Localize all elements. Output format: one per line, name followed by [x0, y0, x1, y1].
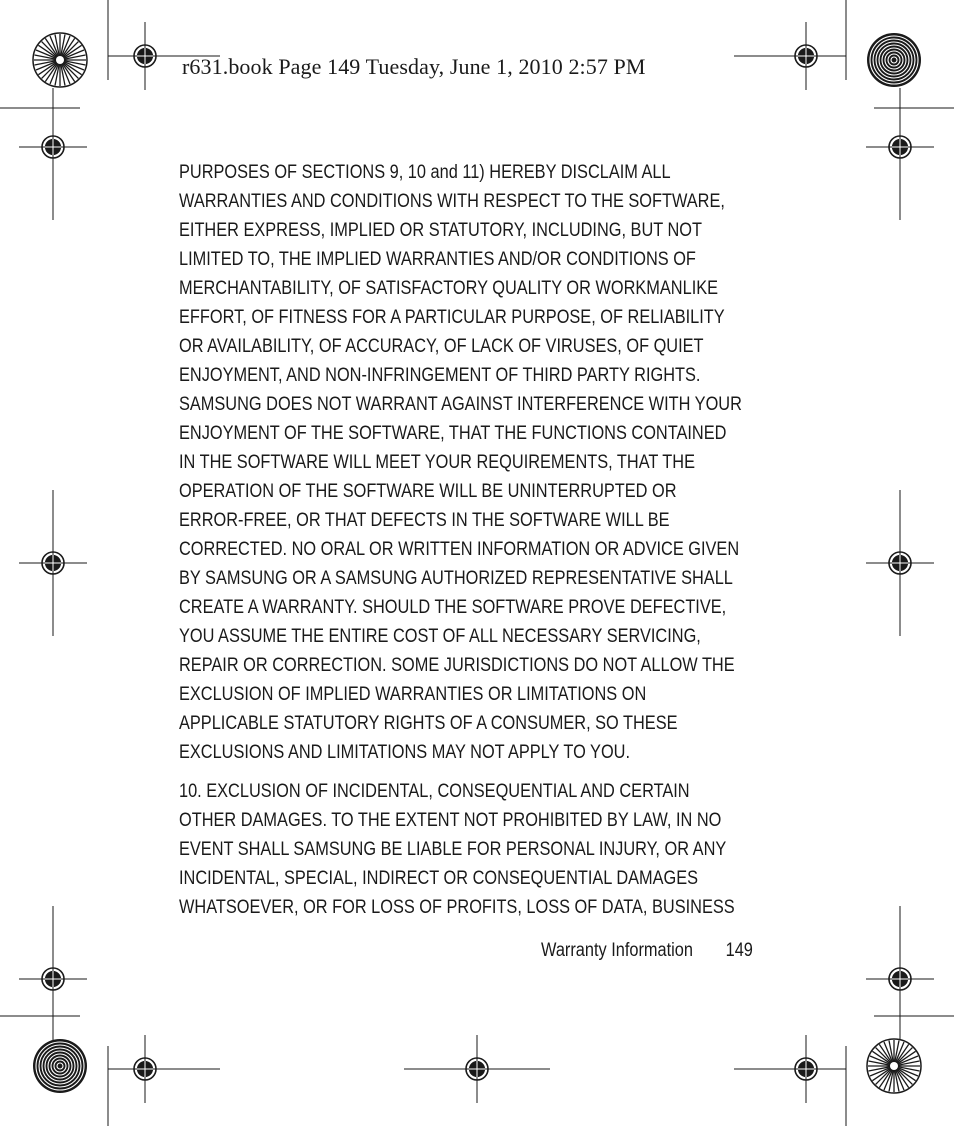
star-target-bottom-right	[867, 1039, 921, 1093]
text-line: SAMSUNG DOES NOT WARRANT AGAINST INTERFERENCE WITH YOUR	[179, 394, 742, 415]
text-line: ENJOYMENT, AND NON-INFRINGEMENT OF THIRD PARTY RIGHTS.	[179, 365, 701, 386]
text-line: EXCLUSION OF IMPLIED WARRANTIES OR LIMITATIONS ON	[179, 684, 647, 705]
registration-mark-left-lower	[19, 945, 87, 1013]
star-target-top-left	[33, 33, 87, 87]
text-line: WHATSOEVER, OR FOR LOSS OF PROFITS, LOSS OF DATA, BUSINESS	[179, 897, 735, 918]
registration-mark-bottom-left	[111, 1035, 179, 1103]
registration-mark-top-left	[111, 22, 179, 90]
text-line: ERROR-FREE, OR THAT DEFECTS IN THE SOFTWARE WILL BE	[179, 510, 670, 531]
registration-mark-right-upper	[866, 113, 934, 181]
text-line: ENJOYMENT OF THE SOFTWARE, THAT THE FUNCTIONS CONTAINED	[179, 423, 727, 444]
print-header: r631.book Page 149 Tuesday, June 1, 2010 2:57 PM	[182, 54, 646, 79]
text-line: REPAIR OR CORRECTION. SOME JURISDICTIONS DO NOT ALLOW THE	[179, 655, 735, 676]
page-number: 149	[725, 940, 753, 961]
registration-mark-right-middle	[866, 529, 934, 597]
ring-target-bottom-left	[33, 1039, 87, 1093]
registration-mark-left-middle	[19, 529, 87, 597]
page-footer	[541, 940, 753, 962]
text-line: EXCLUSIONS AND LIMITATIONS MAY NOT APPLY TO YOU.	[179, 742, 631, 763]
registration-mark-top-right	[772, 22, 840, 90]
text-line: PURPOSES OF SECTIONS 9, 10 and 11) HEREBY DISCLAIM ALL	[179, 162, 671, 183]
text-line: OPERATION OF THE SOFTWARE WILL BE UNINTERRUPTED OR	[179, 481, 677, 502]
text-line: LIMITED TO, THE IMPLIED WARRANTIES AND/OR CONDITIONS OF	[179, 249, 696, 270]
text-line: YOU ASSUME THE ENTIRE COST OF ALL NECESSARY SERVICING,	[179, 626, 701, 647]
paragraph-disclaimer	[179, 158, 742, 767]
text-line: OR AVAILABILITY, OF ACCURACY, OF LACK OF VIRUSES, OF QUIET	[179, 336, 704, 357]
text-line: CREATE A WARRANTY. SHOULD THE SOFTWARE PROVE DEFECTIVE,	[179, 597, 727, 618]
text-line: OTHER DAMAGES. TO THE EXTENT NOT PROHIBITED BY LAW, IN NO	[179, 810, 722, 831]
text-line: APPLICABLE STATUTORY RIGHTS OF A CONSUMER, SO THESE	[179, 713, 678, 734]
text-line: EVENT SHALL SAMSUNG BE LIABLE FOR PERSONAL INJURY, OR ANY	[179, 839, 727, 860]
registration-mark-bottom-right	[772, 1035, 840, 1103]
paragraph-section-10	[179, 777, 735, 922]
text-line: BY SAMSUNG OR A SAMSUNG AUTHORIZED REPRESENTATIVE SHALL	[179, 568, 733, 589]
text-line: INCIDENTAL, SPECIAL, INDIRECT OR CONSEQUENTIAL DAMAGES	[179, 868, 699, 889]
registration-mark-left-upper	[19, 113, 87, 181]
registration-mark-bottom-center	[443, 1035, 511, 1103]
text-line: MERCHANTABILITY, OF SATISFACTORY QUALITY OR WORKMANLIKE	[179, 278, 719, 299]
text-line: EITHER EXPRESS, IMPLIED OR STATUTORY, INCLUDING, BUT NOT	[179, 220, 702, 241]
footer-section-title: Warranty Information	[541, 940, 693, 961]
ring-target-top-right	[867, 33, 921, 87]
registration-mark-right-lower	[866, 945, 934, 1013]
body-text	[179, 158, 742, 922]
text-line: CORRECTED. NO ORAL OR WRITTEN INFORMATION OR ADVICE GIVEN	[179, 539, 740, 560]
text-line: EFFORT, OF FITNESS FOR A PARTICULAR PURPOSE, OF RELIABILITY	[179, 307, 725, 328]
text-line: WARRANTIES AND CONDITIONS WITH RESPECT TO THE SOFTWARE,	[179, 191, 725, 212]
text-line: IN THE SOFTWARE WILL MEET YOUR REQUIREMENTS, THAT THE	[179, 452, 695, 473]
text-line: 10. EXCLUSION OF INCIDENTAL, CONSEQUENTIAL AND CERTAIN	[179, 781, 690, 802]
